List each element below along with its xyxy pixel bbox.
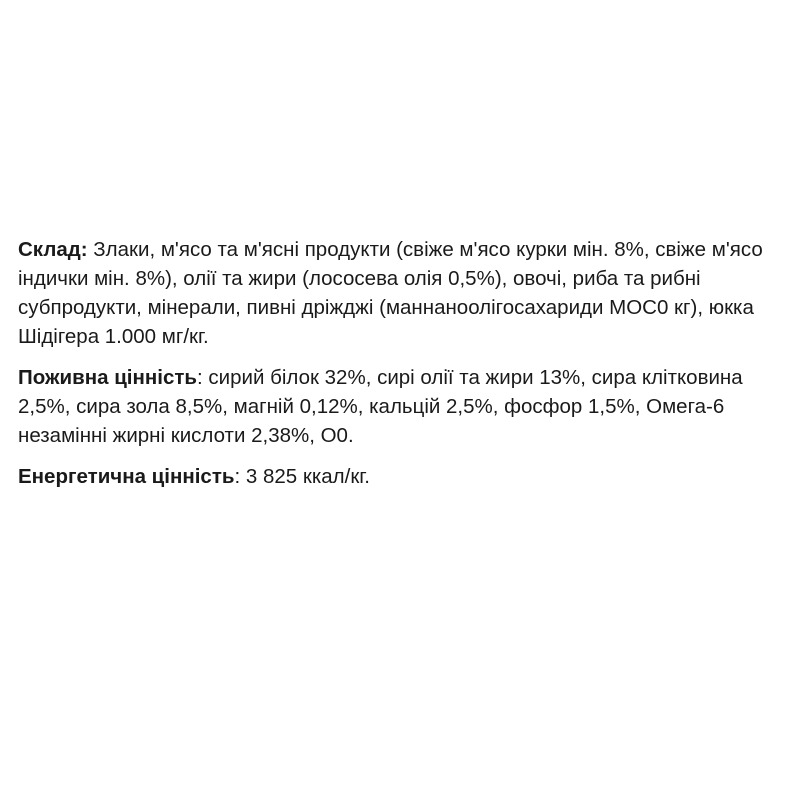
energy-label: Енергетична цінність [18, 465, 235, 488]
composition-label: Склад: [18, 238, 88, 261]
energy-paragraph [18, 462, 788, 491]
energy-text: : 3 825 ккал/кг. [234, 465, 370, 488]
composition-text: Злаки, м'ясо та м'ясні продукти (свіже м'ясо курки мін. 8%, свіже м'ясо індички мін. 8%), олії та жири (лососева олія 0,5%), овочі, риба та рибні субпродукти, мінерали, пивні дріжджі (маннаноолігосахариди МОС0 кг), юкка Шідігера 1.000 мг/кг. [18, 238, 763, 348]
nutrition-paragraph [18, 363, 788, 450]
nutrition-text: : сирий білок 32%, сирі олії та жири 13%, сира клітковина 2,5%, сира зола 8,5%, магній 0,12%, кальцій 2,5%, фосфор 1,5%, Омега-6 незамінні жирні кислоти 2,38%, О0. [18, 366, 743, 447]
product-description [18, 235, 788, 503]
nutrition-label: Поживна цінність [18, 366, 198, 389]
composition-paragraph [18, 235, 788, 351]
